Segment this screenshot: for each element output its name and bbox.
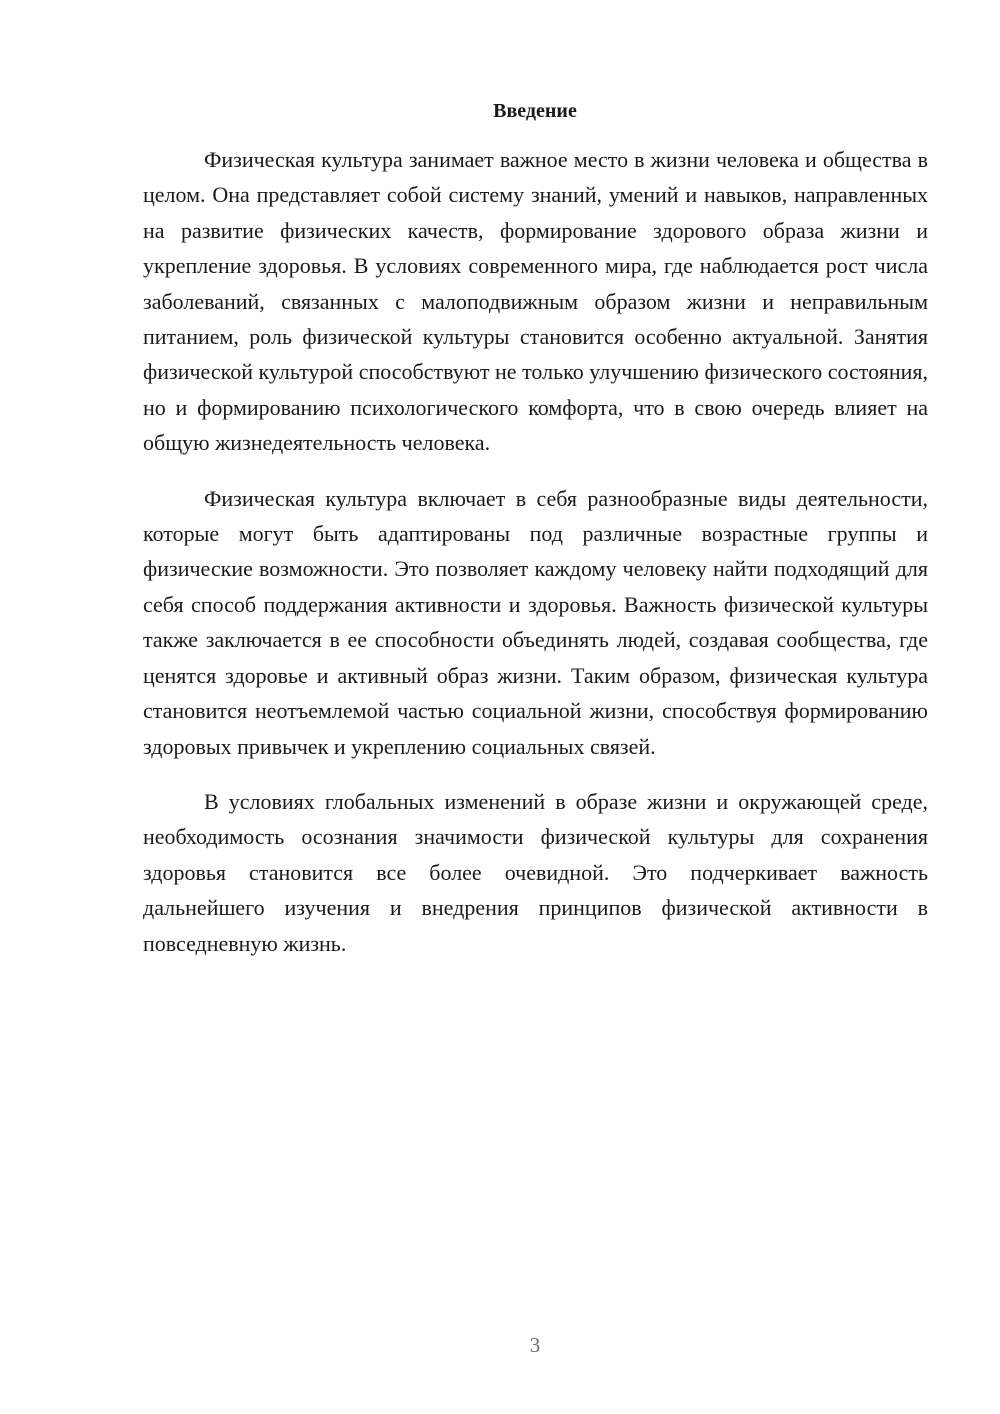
- body-text: [143, 142, 928, 981]
- paragraph-3: В условиях глобальных изменений в образе жизни и окружающей среде, необходимость осознания значимости физической культуры для сохранения здоровья становится все более очевидной. Это подчеркивает важность дальнейшего изучения и внедрения принципов физической активности в повседневную жизнь.: [143, 788, 928, 956]
- paragraph-1: Физическая культура занимает важное место в жизни человека и общества в целом. Она представляет собой систему знаний, умений и навыков, направленных на развитие физических качеств, формирование здорового образа жизни и укрепление здоровья. В условиях современного мира, где наблюдается рост числа заболеваний, связанных с малоподвижным образом жизни и неправильным питанием, роль физической культуры становится особенно актуальной. Занятия физической культурой способствуют не только улучшению физического состояния, но и формированию психологического комфорта, что в свою очередь влияет на общую жизнедеятельность человека.: [143, 147, 928, 456]
- paragraph-2: Физическая культура включает в себя разнообразные виды деятельности, которые могут быть адаптированы под различные возрастные группы и физические возможности. Это позволяет каждому человеку найти подходящий для себя способ поддержания активности и здоровья. Важность физической культуры также заключается в ее способности объединять людей, создавая сообщества, где ценятся здоровье и активный образ жизни. Таким образом, физическая культура становится неотъемлемой частью социальной жизни, способствуя формированию здоровых привычек и укреплению социальных связей.: [143, 485, 928, 759]
- page-number: 3: [529, 1333, 541, 1357]
- section-heading: Введение: [493, 100, 577, 122]
